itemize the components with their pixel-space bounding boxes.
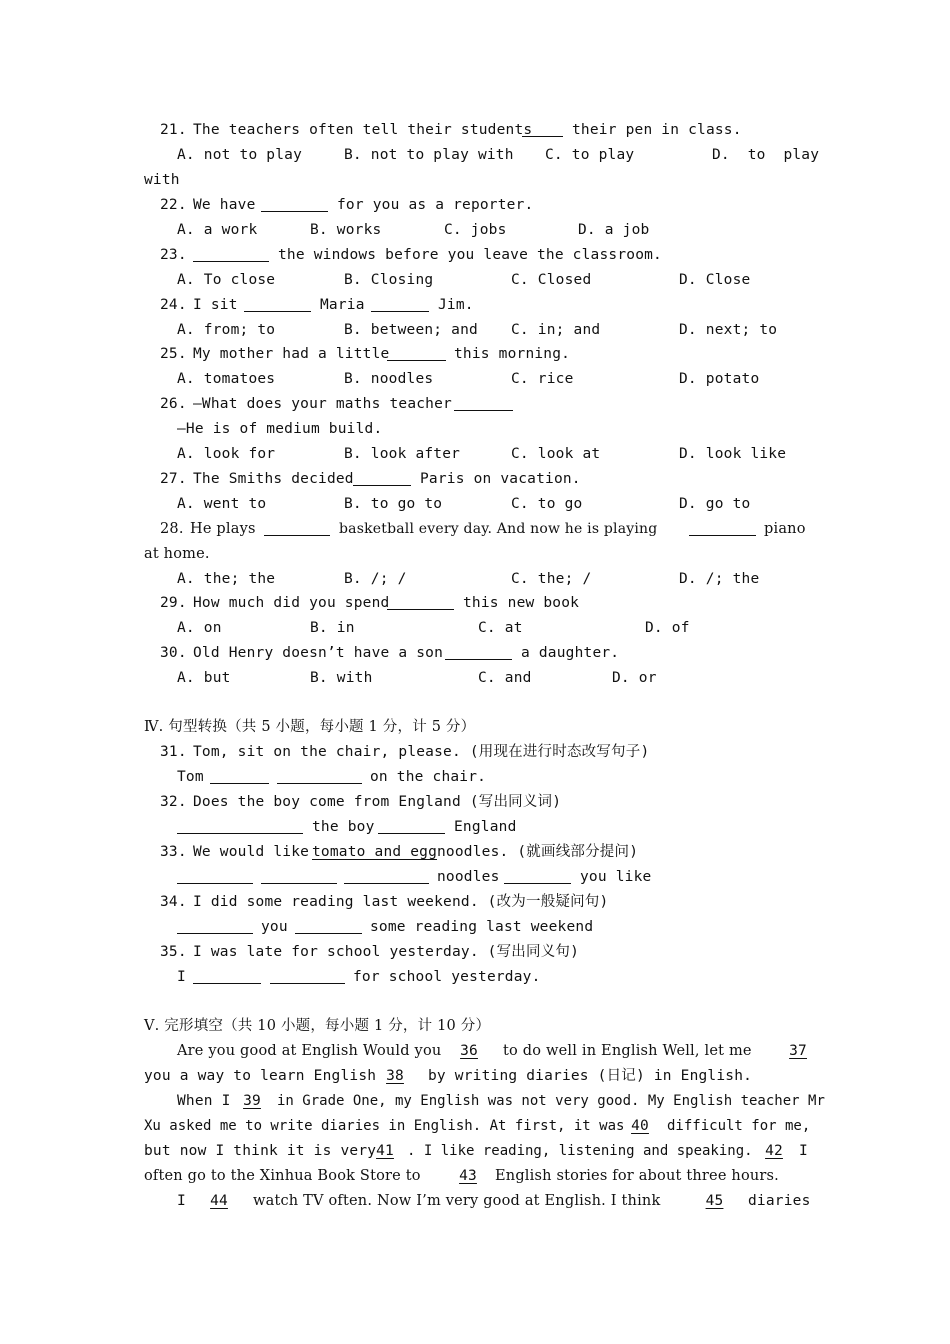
q32-answer-mid: the boy	[312, 819, 375, 835]
q28-answer-blank-1[interactable]	[264, 535, 330, 536]
cloze-line-4a: Xu asked me to write diaries in English. At first, it was	[144, 1118, 625, 1134]
q29-option-d: D. of	[645, 620, 690, 636]
q22-number: 22.	[160, 197, 187, 213]
cloze-blank-43[interactable]: 43	[459, 1168, 477, 1184]
q22-stem-b: for you as a reporter.	[337, 197, 534, 213]
q30-stem-b: a daughter.	[521, 645, 620, 661]
q35-answer-blank-2[interactable]	[270, 983, 345, 984]
q21-answer-blank[interactable]	[522, 136, 563, 137]
q27-stem-a: The Smiths decided	[193, 471, 354, 487]
cloze-line-4b: difficult for me,	[667, 1118, 811, 1134]
section-5-heading: Ⅴ. 完形填空（共 10 小题，每小题 1 分，计 10 分）	[144, 1018, 491, 1034]
cloze-blank-36[interactable]: 36	[460, 1043, 478, 1059]
q25-option-c: C. rice	[511, 371, 574, 387]
q25-answer-blank[interactable]	[387, 360, 446, 361]
q25-option-a: A. tomatoes	[177, 371, 276, 387]
q32-answer-tail: England	[454, 819, 517, 835]
cloze-line-3a: When I	[177, 1093, 231, 1109]
cloze-line-1a: Are you good at English Would you	[177, 1043, 442, 1059]
q21-option-d-wrap: with	[144, 172, 180, 188]
cloze-blank-38[interactable]: 38	[386, 1068, 404, 1084]
q35-answer-tail: for school yesterday.	[353, 969, 541, 985]
cloze-line-7b: watch TV often. Now I’m very good at English. I think	[253, 1193, 661, 1209]
q21-option-c: C. to play	[545, 147, 635, 163]
cloze-blank-41[interactable]: 41	[376, 1143, 394, 1159]
q24-answer-blank-2[interactable]	[371, 311, 429, 312]
q31-answer-blank-1[interactable]	[210, 783, 269, 784]
cloze-line-7c: diaries	[748, 1193, 811, 1209]
q26-reply: —He is of medium build.	[177, 421, 383, 437]
q33-answer-blank-2[interactable]	[261, 883, 337, 884]
q25-option-d: D. potato	[679, 371, 760, 387]
q33-underlined-part: tomato and egg	[312, 844, 438, 860]
q24-option-c: C. in; and	[511, 322, 601, 338]
q23-option-b: B. Closing	[344, 272, 434, 288]
q29-option-c: C. at	[478, 620, 523, 636]
q24-option-a: A. from; to	[177, 322, 276, 338]
q35-prompt: I was late for school yesterday. (写出同义句)	[193, 944, 580, 960]
q32-prompt: Does the boy come from England (写出同义词)	[193, 794, 562, 810]
q28-stem-wrap: at home.	[144, 546, 210, 562]
q33-prompt-a: We would like	[193, 844, 310, 860]
cloze-blank-37[interactable]: 37	[789, 1043, 807, 1059]
q26-answer-blank[interactable]	[454, 410, 513, 411]
q32-answer-blank-1[interactable]	[177, 833, 303, 834]
q28-option-c: C. the; /	[511, 571, 592, 587]
q23-option-a: A. To close	[177, 272, 276, 288]
q28-stem-c: piano	[764, 521, 806, 537]
q21-option-b: B. not to play with	[344, 147, 514, 163]
q34-answer-blank-1[interactable]	[177, 933, 253, 934]
cloze-line-7a: I	[177, 1193, 186, 1209]
q28-option-b: B. /; /	[344, 571, 407, 587]
q32-answer-blank-2[interactable]	[378, 833, 445, 834]
cloze-blank-42[interactable]: 42	[765, 1143, 783, 1159]
q29-stem-b: this new book	[463, 595, 580, 611]
q33-answer-blank-1[interactable]	[177, 883, 253, 884]
q34-number: 34.	[160, 894, 187, 910]
q29-stem-a: How much did you spend	[193, 595, 390, 611]
q33-answer-blank-3[interactable]	[344, 883, 429, 884]
q27-answer-blank[interactable]	[353, 485, 411, 486]
q30-option-c: C. and	[478, 670, 532, 686]
q22-option-b: B. works	[310, 222, 382, 238]
q33-prompt-b: noodles. (就画线部分提问)	[437, 844, 639, 860]
q29-answer-blank[interactable]	[387, 609, 454, 610]
q27-option-b: B. to go to	[344, 496, 443, 512]
q35-answer-blank-1[interactable]	[193, 983, 261, 984]
cloze-line-2b: by writing diaries (日记) in English.	[428, 1068, 753, 1084]
cloze-line-6a: often go to the Xinhua Book Store to	[144, 1168, 421, 1184]
q26-number: 26.	[160, 396, 187, 412]
q27-option-d: D. go to	[679, 496, 751, 512]
q28-option-a: A. the; the	[177, 571, 276, 587]
q24-stem-b: Maria	[320, 297, 365, 313]
q33-answer-tail: you like	[580, 869, 652, 885]
q27-option-c: C. to go	[511, 496, 583, 512]
q24-option-d: D. next; to	[679, 322, 778, 338]
cloze-line-5a: but now I think it is very	[144, 1143, 377, 1159]
q29-number: 29.	[160, 595, 187, 611]
q22-answer-blank[interactable]	[261, 211, 328, 212]
cloze-line-1b: to do well in English Well, let me	[503, 1043, 752, 1059]
q35-number: 35.	[160, 944, 187, 960]
q25-stem-a: My mother had a little	[193, 346, 390, 362]
q26-option-d: D. look like	[679, 446, 787, 462]
q33-answer-blank-4[interactable]	[504, 883, 571, 884]
q31-number: 31.	[160, 744, 187, 760]
q28-number: 28.	[160, 521, 184, 537]
q28-stem-b: basketball every day. And now he is playing	[339, 521, 658, 537]
q30-option-a: A. but	[177, 670, 231, 686]
q34-answer-blank-2[interactable]	[295, 933, 362, 934]
q26-option-a: A. look for	[177, 446, 276, 462]
q27-stem-b: Paris on vacation.	[420, 471, 581, 487]
cloze-blank-39[interactable]: 39	[243, 1093, 261, 1109]
q26-option-c: C. look at	[511, 446, 601, 462]
q23-number: 23.	[160, 247, 187, 263]
q28-answer-blank-2[interactable]	[689, 535, 756, 536]
cloze-blank-40[interactable]: 40	[631, 1118, 649, 1134]
q24-stem-c: Jim.	[438, 297, 474, 313]
cloze-line-3b: in Grade One, my English was not very good. My English teacher Mr	[277, 1093, 825, 1109]
q24-option-b: B. between; and	[344, 322, 478, 338]
q21-stem-b: their pen in class.	[572, 122, 742, 138]
q25-number: 25.	[160, 346, 187, 362]
q29-option-a: A. on	[177, 620, 222, 636]
q34-answer-tail: some reading last weekend	[370, 919, 594, 935]
q31-answer-lead: Tom	[177, 769, 204, 785]
q31-prompt: Tom, sit on the chair, please. (用现在进行时态改写句子)	[193, 744, 650, 760]
q30-option-b: B. with	[310, 670, 373, 686]
cloze-line-6b: English stories for about three hours.	[495, 1168, 779, 1184]
q22-stem-a: We have	[193, 197, 256, 213]
q33-answer-mid: noodles	[437, 869, 500, 885]
q32-number: 32.	[160, 794, 187, 810]
q25-stem-b: this morning.	[454, 346, 571, 362]
q25-option-b: B. noodles	[344, 371, 434, 387]
q26-option-b: B. look after	[344, 446, 461, 462]
q30-option-d: D. or	[612, 670, 657, 686]
q21-option-d: D. to play	[712, 147, 820, 163]
q31-answer-tail: on the chair.	[370, 769, 487, 785]
q31-answer-blank-2[interactable]	[277, 783, 362, 784]
q23-stem-b: the windows before you leave the classroom.	[278, 247, 662, 263]
q26-stem-a: —What does your maths teacher	[193, 396, 452, 412]
q28-option-d: D. /; the	[679, 571, 760, 587]
q30-number: 30.	[160, 645, 187, 661]
q29-option-b: B. in	[310, 620, 355, 636]
q23-option-d: D. Close	[679, 272, 751, 288]
q21-stem-a: The teachers often tell their students	[193, 122, 533, 138]
q22-option-d: D. a job	[578, 222, 650, 238]
q22-option-a: A. a work	[177, 222, 258, 238]
q21-number: 21.	[160, 122, 187, 138]
cloze-line-5c: I	[799, 1143, 808, 1159]
q28-stem-a: He plays	[190, 521, 256, 537]
q24-stem-a: I sit	[193, 297, 238, 313]
q30-stem-a: Old Henry doesn’t have a son	[193, 645, 444, 661]
q33-number: 33.	[160, 844, 187, 860]
q34-prompt: I did some reading last weekend. (改为一般疑问句)	[193, 894, 609, 910]
q22-option-c: C. jobs	[444, 222, 507, 238]
q21-option-a: A. not to play	[177, 147, 303, 163]
q35-answer-lead: I	[177, 969, 186, 985]
q27-number: 27.	[160, 471, 187, 487]
section-4-heading: Ⅳ. 句型转换（共 5 小题，每小题 1 分，计 5 分）	[144, 719, 476, 735]
cloze-line-2a: you a way to learn English	[144, 1068, 377, 1084]
cloze-line-5b: . I like reading, listening and speaking.	[407, 1143, 753, 1159]
q34-answer-mid: you	[261, 919, 288, 935]
q27-option-a: A. went to	[177, 496, 267, 512]
q23-option-c: C. Closed	[511, 272, 592, 288]
q24-number: 24.	[160, 297, 187, 313]
q30-answer-blank[interactable]	[445, 659, 512, 660]
cloze-blank-45[interactable]: 45	[705, 1193, 724, 1209]
cloze-blank-44[interactable]: 44	[210, 1193, 228, 1209]
q24-answer-blank-1[interactable]	[244, 311, 311, 312]
q23-answer-blank[interactable]	[193, 261, 269, 262]
